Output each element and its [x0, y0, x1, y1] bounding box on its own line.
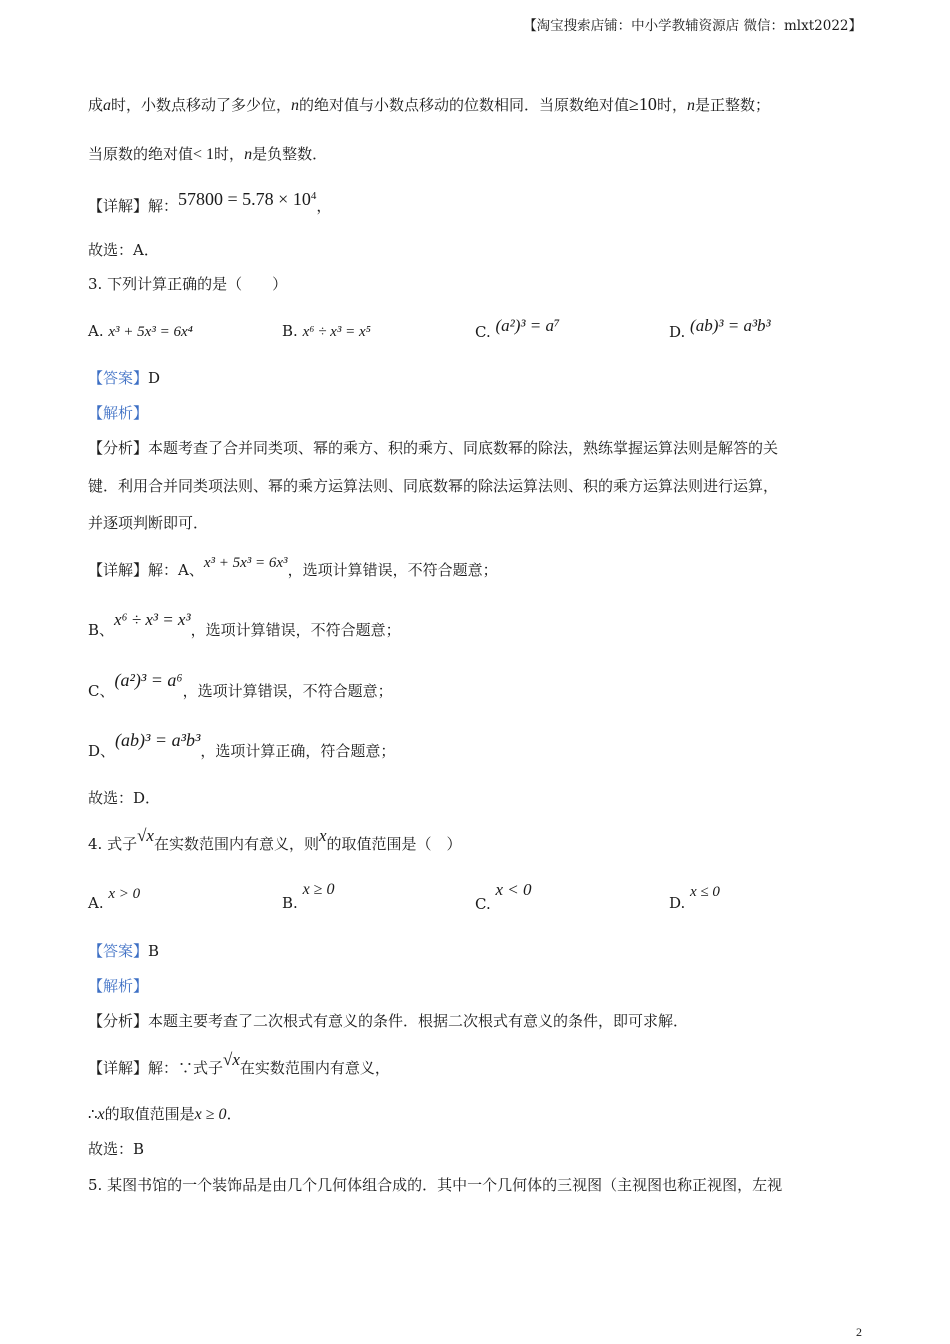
option-label: D.: [669, 894, 686, 912]
math-n: n: [686, 97, 695, 114]
q4-detail: [88, 1050, 390, 1077]
option-math: x > 0: [108, 886, 141, 902]
math-x: x: [97, 1106, 105, 1123]
answer-value: B: [148, 942, 160, 960]
text: 【详解】解：∵式子: [88, 1059, 224, 1077]
option-math: x ≥ 0: [302, 881, 335, 898]
text: 当原数的绝对值: [88, 145, 194, 163]
q3-answer: [88, 368, 160, 388]
math-ge-10: ≥10: [629, 94, 657, 114]
math-expression: x³ + 5x³ = 6x³: [203, 555, 288, 571]
q4-analysis-label: 【解析】: [88, 977, 149, 995]
answer-value: D: [148, 369, 161, 387]
q4-option-c: [475, 880, 532, 913]
answer-label: 【答案】: [88, 369, 149, 387]
text: ，: [316, 197, 332, 215]
text: 时，: [214, 145, 245, 163]
paragraph-notation-rule-2: [88, 144, 327, 165]
q3-detail-a: [88, 552, 498, 579]
text: B、: [88, 621, 115, 639]
q3-final-answer: 故选：D．: [88, 789, 161, 807]
q2-detail: [88, 186, 332, 215]
q3-analysis-line-3: 并逐项判断即可．: [88, 514, 209, 532]
text: 的绝对值与小数点移动的位数相同．当原数绝对值: [299, 96, 630, 114]
option-math: x < 0: [495, 880, 532, 899]
q4-answer: [88, 941, 159, 961]
q4-option-a: [88, 884, 141, 912]
math-n: n: [291, 97, 300, 114]
math-expression: x ≥ 0: [194, 1106, 227, 1123]
text: 的取值范围是（ ）: [326, 835, 462, 853]
text: C、: [88, 682, 115, 700]
paragraph-notation-rule-1: [88, 94, 770, 116]
q4-detail-conclusion: [88, 1104, 242, 1125]
q3-option-c: [475, 316, 560, 341]
q3-analysis-label: 【解析】: [88, 404, 149, 422]
answer-label: 【答案】: [88, 942, 149, 960]
q3-option-d: [669, 316, 771, 341]
q2-final-answer: 故选：A．: [88, 241, 159, 259]
therefore-symbol: ∴: [88, 1105, 98, 1123]
text: 是负整数．: [252, 145, 328, 163]
option-math: (a²)³ = a⁷: [495, 316, 560, 335]
text: 时，小数点移动了多少位，: [111, 96, 292, 114]
q3-option-b: [282, 322, 371, 341]
q3-analysis-line-1: 【分析】本题考查了合并同类项、幂的乘方、积的乘方、同底数幂的除法，熟练掌握运算法则是解答的关: [88, 439, 779, 457]
q3-detail-d: [88, 730, 396, 760]
option-label: B.: [282, 894, 298, 912]
option-math: x ≤ 0: [690, 884, 720, 900]
option-math: (ab)³ = a³b³: [690, 316, 771, 335]
text: ，选项计算错误，不符合题意；: [190, 621, 401, 639]
math-expression: (ab)³ = a³b³: [115, 730, 201, 750]
math-exponent: 4: [310, 190, 317, 202]
math-expression: x⁶ ÷ x³ = x³: [114, 610, 191, 629]
text: ，选项计算错误，不符合题意；: [287, 561, 498, 579]
page-number: 2: [856, 1325, 862, 1339]
text: 时，: [656, 96, 687, 114]
detail-label: 【详解】解：: [88, 197, 179, 215]
math-n: n: [244, 146, 253, 163]
option-label: A.: [88, 894, 104, 912]
q3-option-a: [88, 322, 193, 341]
math-sqrt-x: √x: [223, 1050, 240, 1069]
text: 是正整数；: [694, 96, 770, 114]
option-math: x³ + 5x³ = 6x⁴: [108, 324, 193, 340]
math-x: x: [319, 826, 327, 845]
text: ，选项计算错误，不符合题意；: [182, 682, 393, 700]
q3-stem: 3. 下列计算正确的是（ ）: [88, 275, 288, 293]
text: 在实数范围内有意义，则: [153, 835, 319, 853]
option-label: C.: [475, 895, 491, 913]
q5-stem: 5. 某图书馆的一个装饰品是由几个几何体组合成的．其中一个几何体的三视图（主视图也称正视图，左视: [88, 1176, 783, 1194]
text: 的取值范围是: [104, 1105, 195, 1123]
q4-option-b: [282, 880, 335, 912]
option-label: B.: [282, 322, 298, 340]
math-expression: (a²)³ = a⁶: [114, 670, 183, 690]
page-header-watermark: 【淘宝搜索店铺：中小学教辅资源店 微信：mlxt2022】: [523, 18, 862, 34]
text: 成: [88, 96, 104, 114]
option-label: A.: [88, 322, 104, 340]
text: 在实数范围内有意义，: [239, 1059, 390, 1077]
math-a: a: [103, 97, 112, 114]
q4-option-d: [669, 882, 720, 912]
q4-stem: [88, 826, 462, 853]
math-sqrt-x: √x: [137, 826, 154, 845]
q3-analysis-line-2: 键．利用合并同类项法则、幂的乘方运算法则、同底数幂的除法运算法则、积的乘方运算法则进行运算，: [88, 477, 779, 495]
option-math: x⁶ ÷ x³ = x⁵: [302, 324, 371, 340]
text: 4. 式子: [88, 835, 138, 853]
math-lt-1: < 1: [193, 146, 215, 163]
option-label: C.: [475, 323, 491, 341]
text: D、: [88, 742, 116, 760]
q4-final-answer: 故选：B: [88, 1140, 145, 1158]
q3-detail-b: [88, 610, 401, 639]
text: ，选项计算正确，符合题意；: [200, 742, 396, 760]
option-label: D.: [669, 323, 686, 341]
math-scientific-notation: 57800 = 5.78 × 10: [178, 189, 311, 209]
text: 【详解】解：A、: [88, 561, 204, 579]
q3-detail-c: [88, 670, 393, 700]
text: ．: [226, 1105, 242, 1123]
q4-analysis: 【分析】本题主要考查了二次根式有意义的条件．根据二次根式有意义的条件，即可求解．: [88, 1012, 689, 1030]
